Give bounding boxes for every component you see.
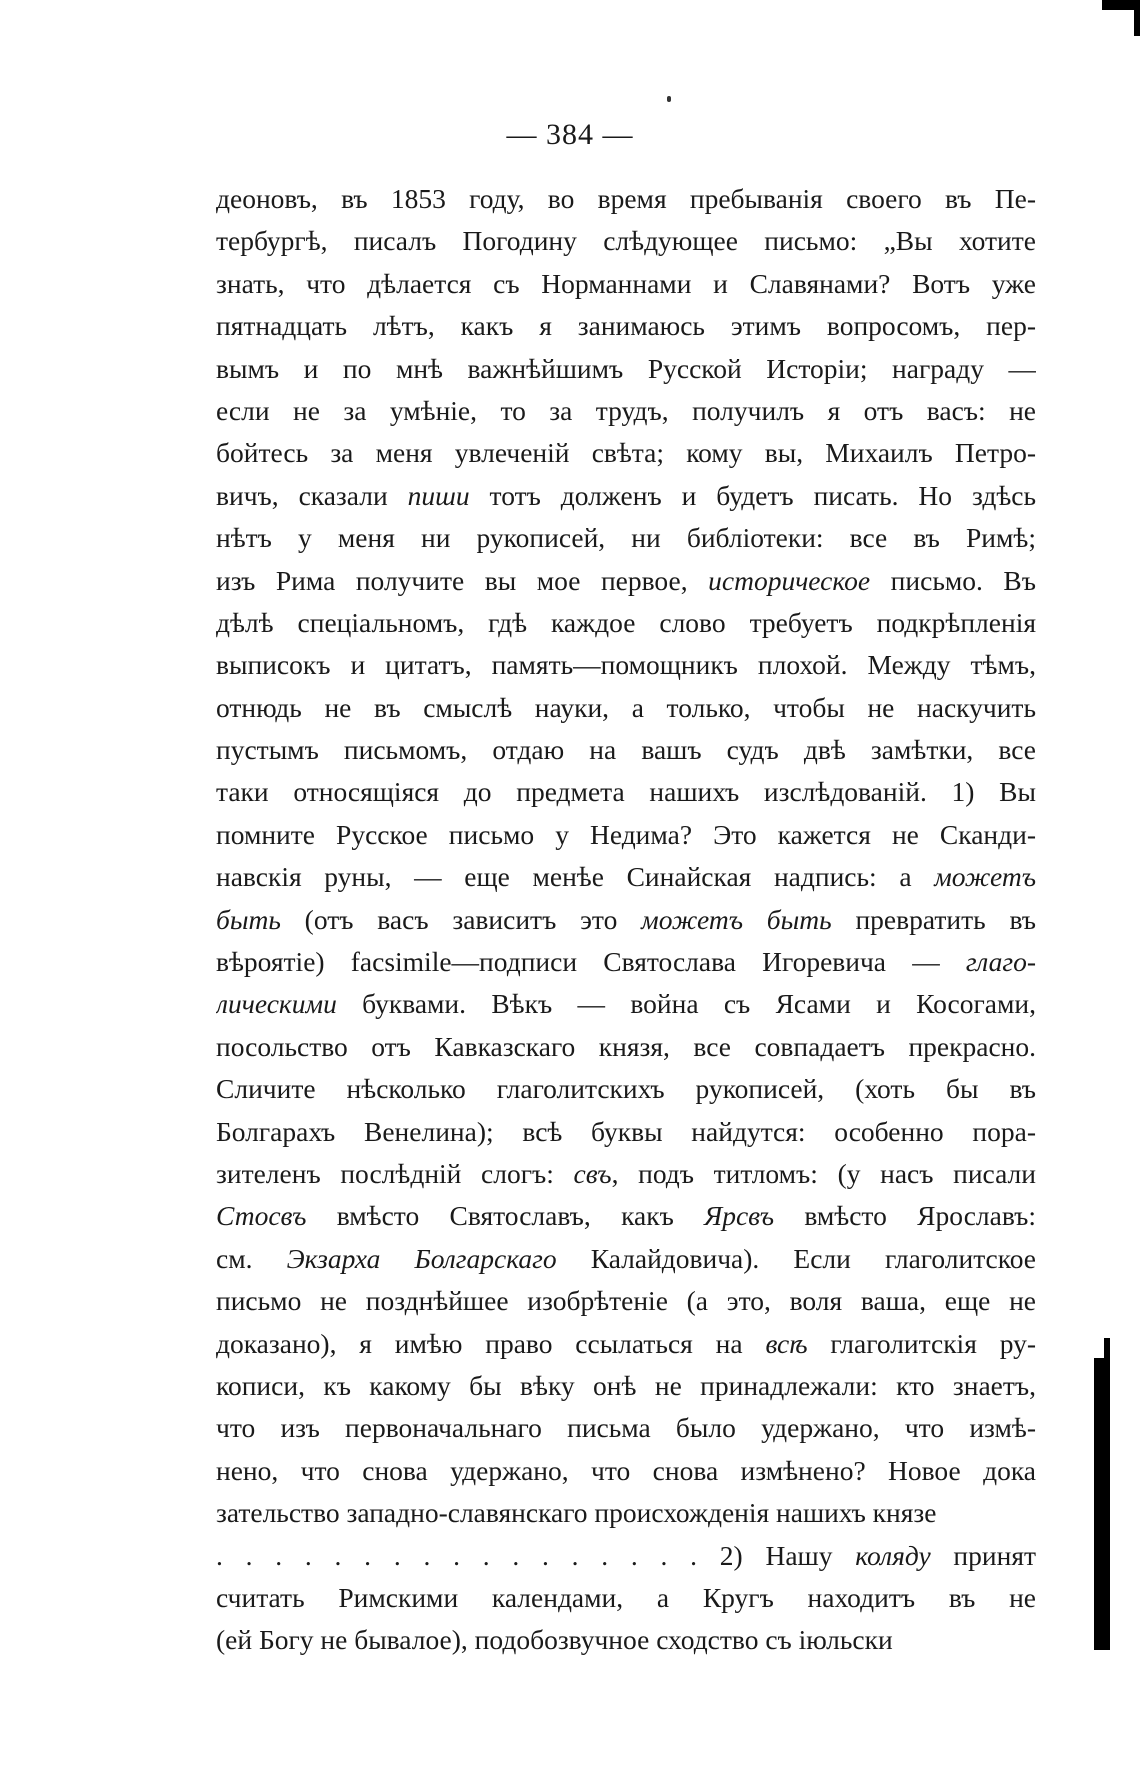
italic-text: всѣ — [765, 1327, 808, 1359]
text-line — [216, 1577, 1036, 1619]
text-segment: принят — [930, 1539, 1036, 1571]
text-segment: Сличите нѣсколько глаголитскихъ рукописей, (хоть бы въ — [216, 1073, 1036, 1105]
text-segment: глаголитскія ру- — [807, 1327, 1036, 1359]
text-segment: навскія руны, — еще менѣе Синайская надпись: а — [216, 861, 935, 893]
text-segment: что изъ первоначальнаго письма было удержано, что измѣ- — [216, 1412, 1036, 1444]
text-segment: вымъ и по мнѣ важнѣйшимъ Русской Исторіи; награду — — [216, 352, 1036, 384]
text-segment: тербургѣ, писалъ Погодину слѣдующее письмо: „Вы хотите — [216, 225, 1036, 257]
text-segment: выписокъ и цитатъ, память—помощникъ плохой. Между тѣмъ, — [216, 649, 1036, 681]
text-segment: считать Римскими календами, а Кругъ находитъ въ не — [216, 1581, 1036, 1613]
text-segment: , подъ титломъ: (у насъ писали — [611, 1157, 1036, 1189]
text-segment: отнюдь не въ смыслѣ науки, а только, чтобы не наскучить — [216, 691, 1036, 723]
text-segment: дѣлѣ спеціальномъ, гдѣ каждое слово требуетъ подкрѣпленія — [216, 606, 1036, 638]
text-segment: пятнадцать лѣтъ, какъ я занимаюсь этимъ вопросомъ, пер- — [216, 310, 1036, 342]
text-line — [216, 1407, 1036, 1449]
italic-text: Стосвъ — [216, 1200, 307, 1232]
text-line — [216, 1450, 1036, 1492]
text-segment: пустымъ письмомъ, отдаю на вашъ судъ двѣ замѣтки, все — [216, 734, 1036, 766]
text-segment: зательство западно-славянскаго происхожденія нашихъ князе — [216, 1497, 937, 1529]
text-line — [216, 814, 1036, 856]
text-segment: превратить въ — [831, 903, 1036, 935]
italic-text: коляду — [855, 1539, 931, 1571]
text-line — [216, 1619, 1036, 1661]
text-segment: бойтесь за меня увлеченій свѣта; кому вы, Михаилъ Петро- — [216, 437, 1036, 469]
text-segment: нѣтъ у меня ни рукописей, ни библіотеки: все въ Римѣ; — [216, 522, 1036, 554]
body-text — [216, 178, 1036, 1662]
text-segment: буквами. Вѣкъ — война съ Ясами и Косогами, — [336, 988, 1036, 1020]
text-line — [216, 432, 1036, 474]
text-line — [216, 560, 1036, 602]
italic-text: быть — [216, 903, 281, 935]
text-line — [216, 178, 1036, 220]
text-segment: вѣроятіе) facsimile—подписи Святослава Игоревича — — [216, 946, 966, 978]
italic-text: Ярсвъ — [704, 1200, 775, 1232]
text-line — [216, 856, 1036, 898]
text-line — [216, 602, 1036, 644]
text-line — [216, 644, 1036, 686]
text-line — [216, 1492, 1036, 1534]
ink-dot — [667, 96, 671, 102]
text-segment: таки относящіяся до предмета нашихъ изслѣдованій. 1) Вы — [216, 776, 1036, 808]
text-line — [216, 1153, 1036, 1195]
italic-text: Экзарха Болгарскаго — [286, 1242, 557, 1274]
text-segment: зителенъ послѣдній слогъ: — [216, 1157, 574, 1189]
text-segment: знать, что дѣлается съ Норманнами и Славянами? Вотъ уже — [216, 267, 1036, 299]
text-segment: посольство отъ Кавказскаго князя, все совпадаетъ прекрасно. — [216, 1030, 1036, 1062]
text-line — [216, 517, 1036, 559]
italic-text: историческое — [708, 564, 871, 596]
text-line — [216, 771, 1036, 813]
text-line — [216, 1238, 1036, 1280]
text-segment: Калайдовича). Если глаголитское — [556, 1242, 1036, 1274]
text-line — [216, 941, 1036, 983]
text-line — [216, 1111, 1036, 1153]
scan-edge-mark-stem — [1134, 0, 1140, 36]
text-line — [216, 1195, 1036, 1237]
text-segment: вмѣсто Ярославъ: — [774, 1200, 1036, 1232]
text-segment: доказано), я имѣю право ссылаться на — [216, 1327, 766, 1359]
text-segment: вичъ, сказали — [216, 479, 408, 511]
text-segment: вмѣсто Святославъ, какъ — [306, 1200, 705, 1232]
text-line — [216, 1026, 1036, 1068]
italic-text: пиши — [407, 479, 470, 511]
text-segment: нено, что снова удержано, что снова измѣнено? Новое дока — [216, 1454, 1036, 1486]
text-segment: если не за умѣніе, то за трудъ, получилъ я отъ васъ: не — [216, 394, 1036, 426]
text-line — [216, 1323, 1036, 1365]
text-line — [216, 305, 1036, 347]
italic-text: лическими — [216, 988, 337, 1020]
text-line — [216, 1280, 1036, 1322]
text-segment: тотъ долженъ и будетъ писать. Но здѣсь — [469, 479, 1036, 511]
text-line — [216, 729, 1036, 771]
text-line — [216, 1365, 1036, 1407]
text-segment: изъ Рима получите вы мое первое, — [216, 564, 709, 596]
text-segment: письмо не позднѣйшее изобрѣтеніе (а это, воля ваша, еще не — [216, 1285, 1036, 1317]
italic-text: свъ — [573, 1157, 612, 1189]
text-segment: . . . . . . . . . . . . . . . . . 2) Нашу — [216, 1539, 856, 1571]
text-line — [216, 899, 1036, 941]
text-segment: (отъ васъ зависитъ это — [280, 903, 642, 935]
page-number: — 384 — — [506, 118, 634, 151]
text-segment: кописи, къ какому бы вѣку онѣ не принадлежали: кто знаетъ, — [216, 1369, 1036, 1401]
text-segment: помните Русское письмо у Недима? Это кажется не Сканди- — [216, 818, 1036, 850]
text-line — [216, 983, 1036, 1025]
text-line — [216, 475, 1036, 517]
text-line — [216, 263, 1036, 305]
italic-text: глаго- — [965, 946, 1036, 978]
italic-text: можетъ — [934, 861, 1036, 893]
text-segment: деоновъ, въ 1853 году, во время пребыванія своего въ Пе- — [216, 183, 1036, 214]
text-line — [216, 390, 1036, 432]
text-line — [216, 1535, 1036, 1577]
text-segment: письмо. Въ — [870, 564, 1036, 596]
text-segment: Болгарахъ Венелина); всѣ буквы найдутся: особенно пора- — [216, 1115, 1036, 1147]
text-line — [216, 220, 1036, 262]
italic-text: можетъ быть — [641, 903, 832, 935]
text-line — [216, 348, 1036, 390]
text-segment: (ей Богу не бывалое), подобозвучное сходство съ іюльски — [216, 1624, 893, 1656]
text-segment: см. — [216, 1242, 287, 1274]
text-line — [216, 1068, 1036, 1110]
scan-edge-shadow — [1094, 1358, 1110, 1650]
text-line — [216, 687, 1036, 729]
